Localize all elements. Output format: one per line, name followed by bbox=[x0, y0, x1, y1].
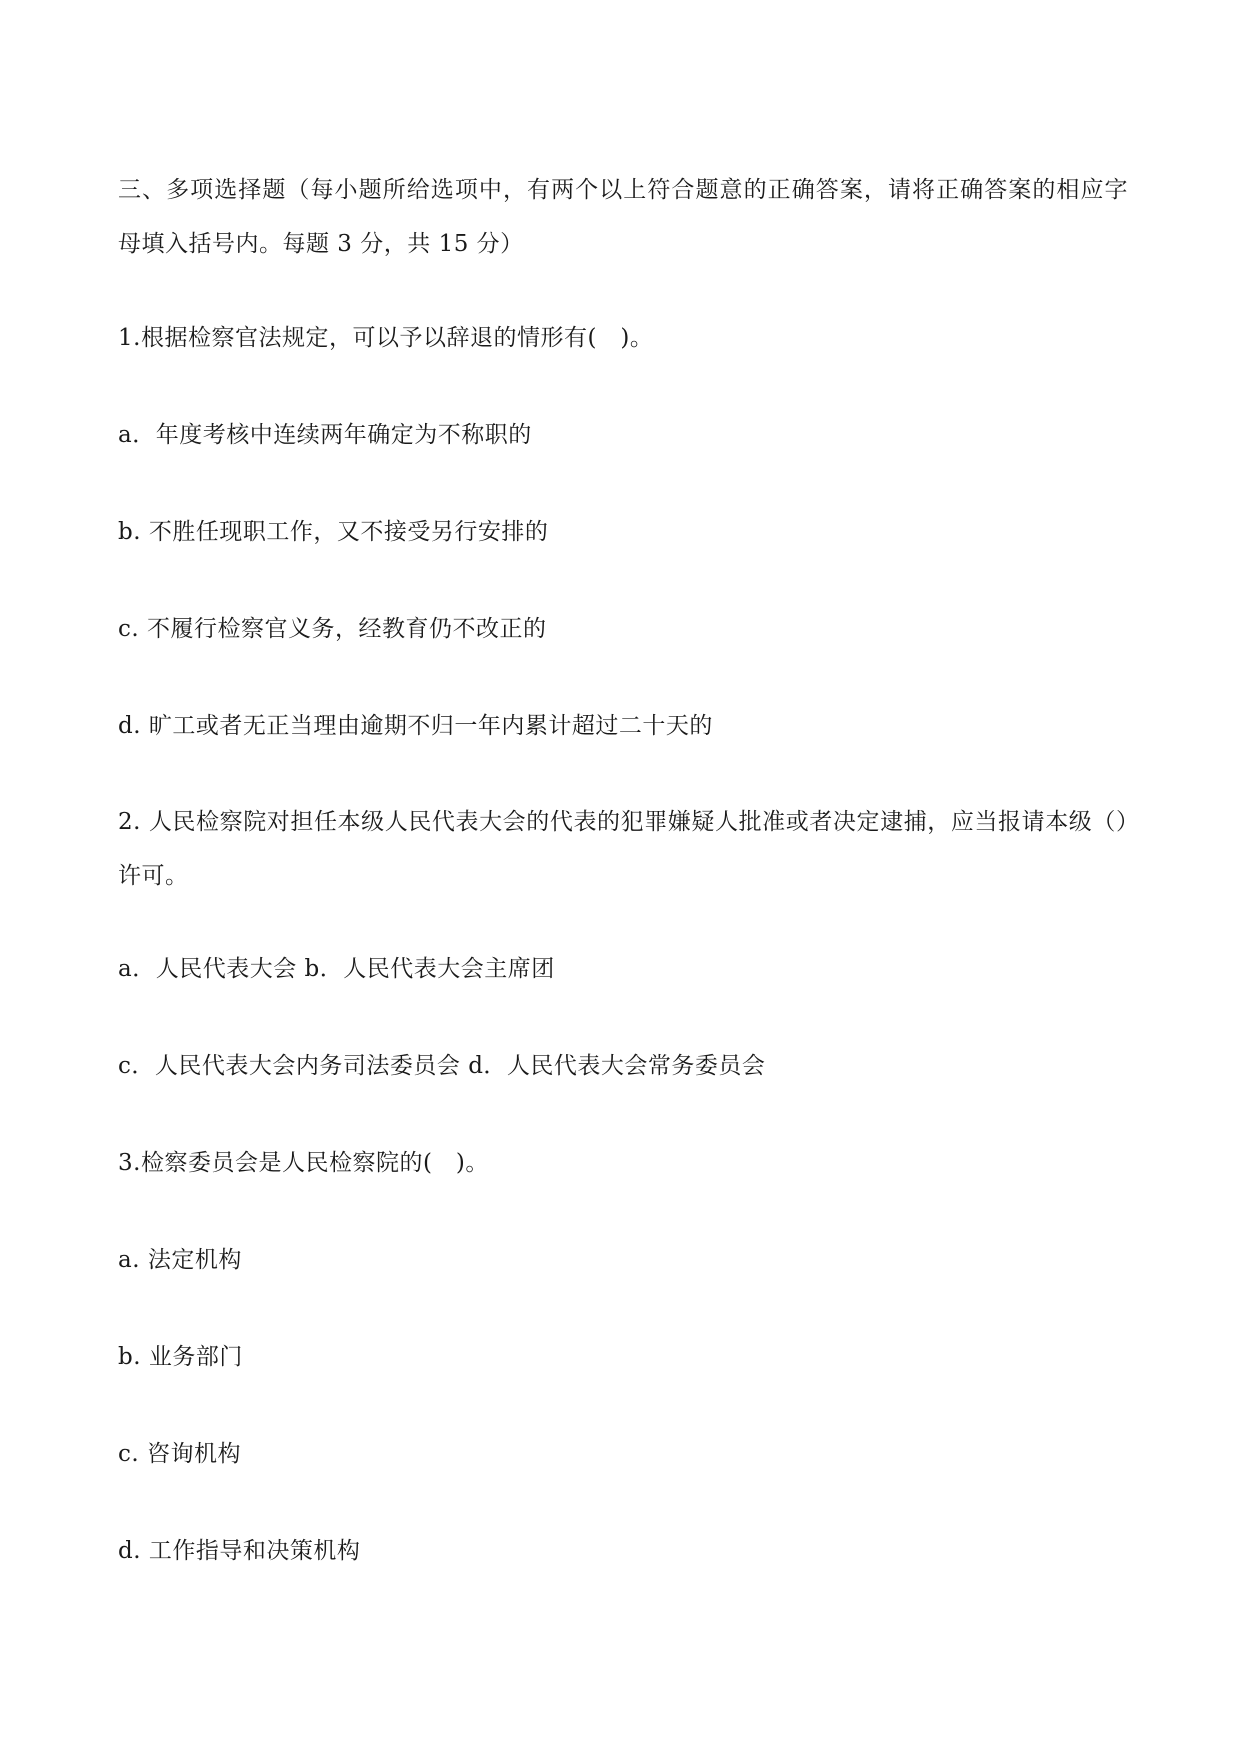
question-3-stem: 3.检察委员会是人民检察院的( )。 bbox=[118, 1150, 489, 1176]
question-1-option-a: a．年度考核中连续两年确定为不称职的 bbox=[118, 422, 532, 448]
question-1-option-c: c. 不履行检察官义务，经教育仍不改正的 bbox=[118, 616, 547, 642]
question-3-option-c: c. 咨询机构 bbox=[118, 1441, 242, 1467]
question-3-option-b: b. 业务部门 bbox=[118, 1344, 243, 1370]
question-1-option-d: d. 旷工或者无正当理由逾期不归一年内累计超过二十天的 bbox=[118, 713, 713, 739]
question-2-options-cd: c．人民代表大会内务司法委员会 d．人民代表大会常务委员会 bbox=[118, 1053, 766, 1079]
question-2-options-ab: a．人民代表大会 b．人民代表大会主席团 bbox=[118, 956, 555, 982]
question-1-option-b: b. 不胜任现职工作，又不接受另行安排的 bbox=[118, 519, 549, 545]
question-3-option-d: d. 工作指导和决策机构 bbox=[118, 1538, 361, 1564]
question-3-option-a: a. 法定机构 bbox=[118, 1247, 242, 1273]
section-heading: 三、多项选择题（每小题所给选项中，有两个以上符合题意的正确答案，请将正确答案的相应字母填入括号内。每题 3 分，共 15 分） bbox=[118, 177, 1128, 257]
question-2-stem: 2. 人民检察院对担任本级人民代表大会的代表的犯罪嫌疑人批准或者决定逮捕，应当报请本级（）许可。 bbox=[118, 809, 1128, 889]
question-1-stem: 1.根据检察官法规定，可以予以辞退的情形有( )。 bbox=[118, 325, 654, 351]
